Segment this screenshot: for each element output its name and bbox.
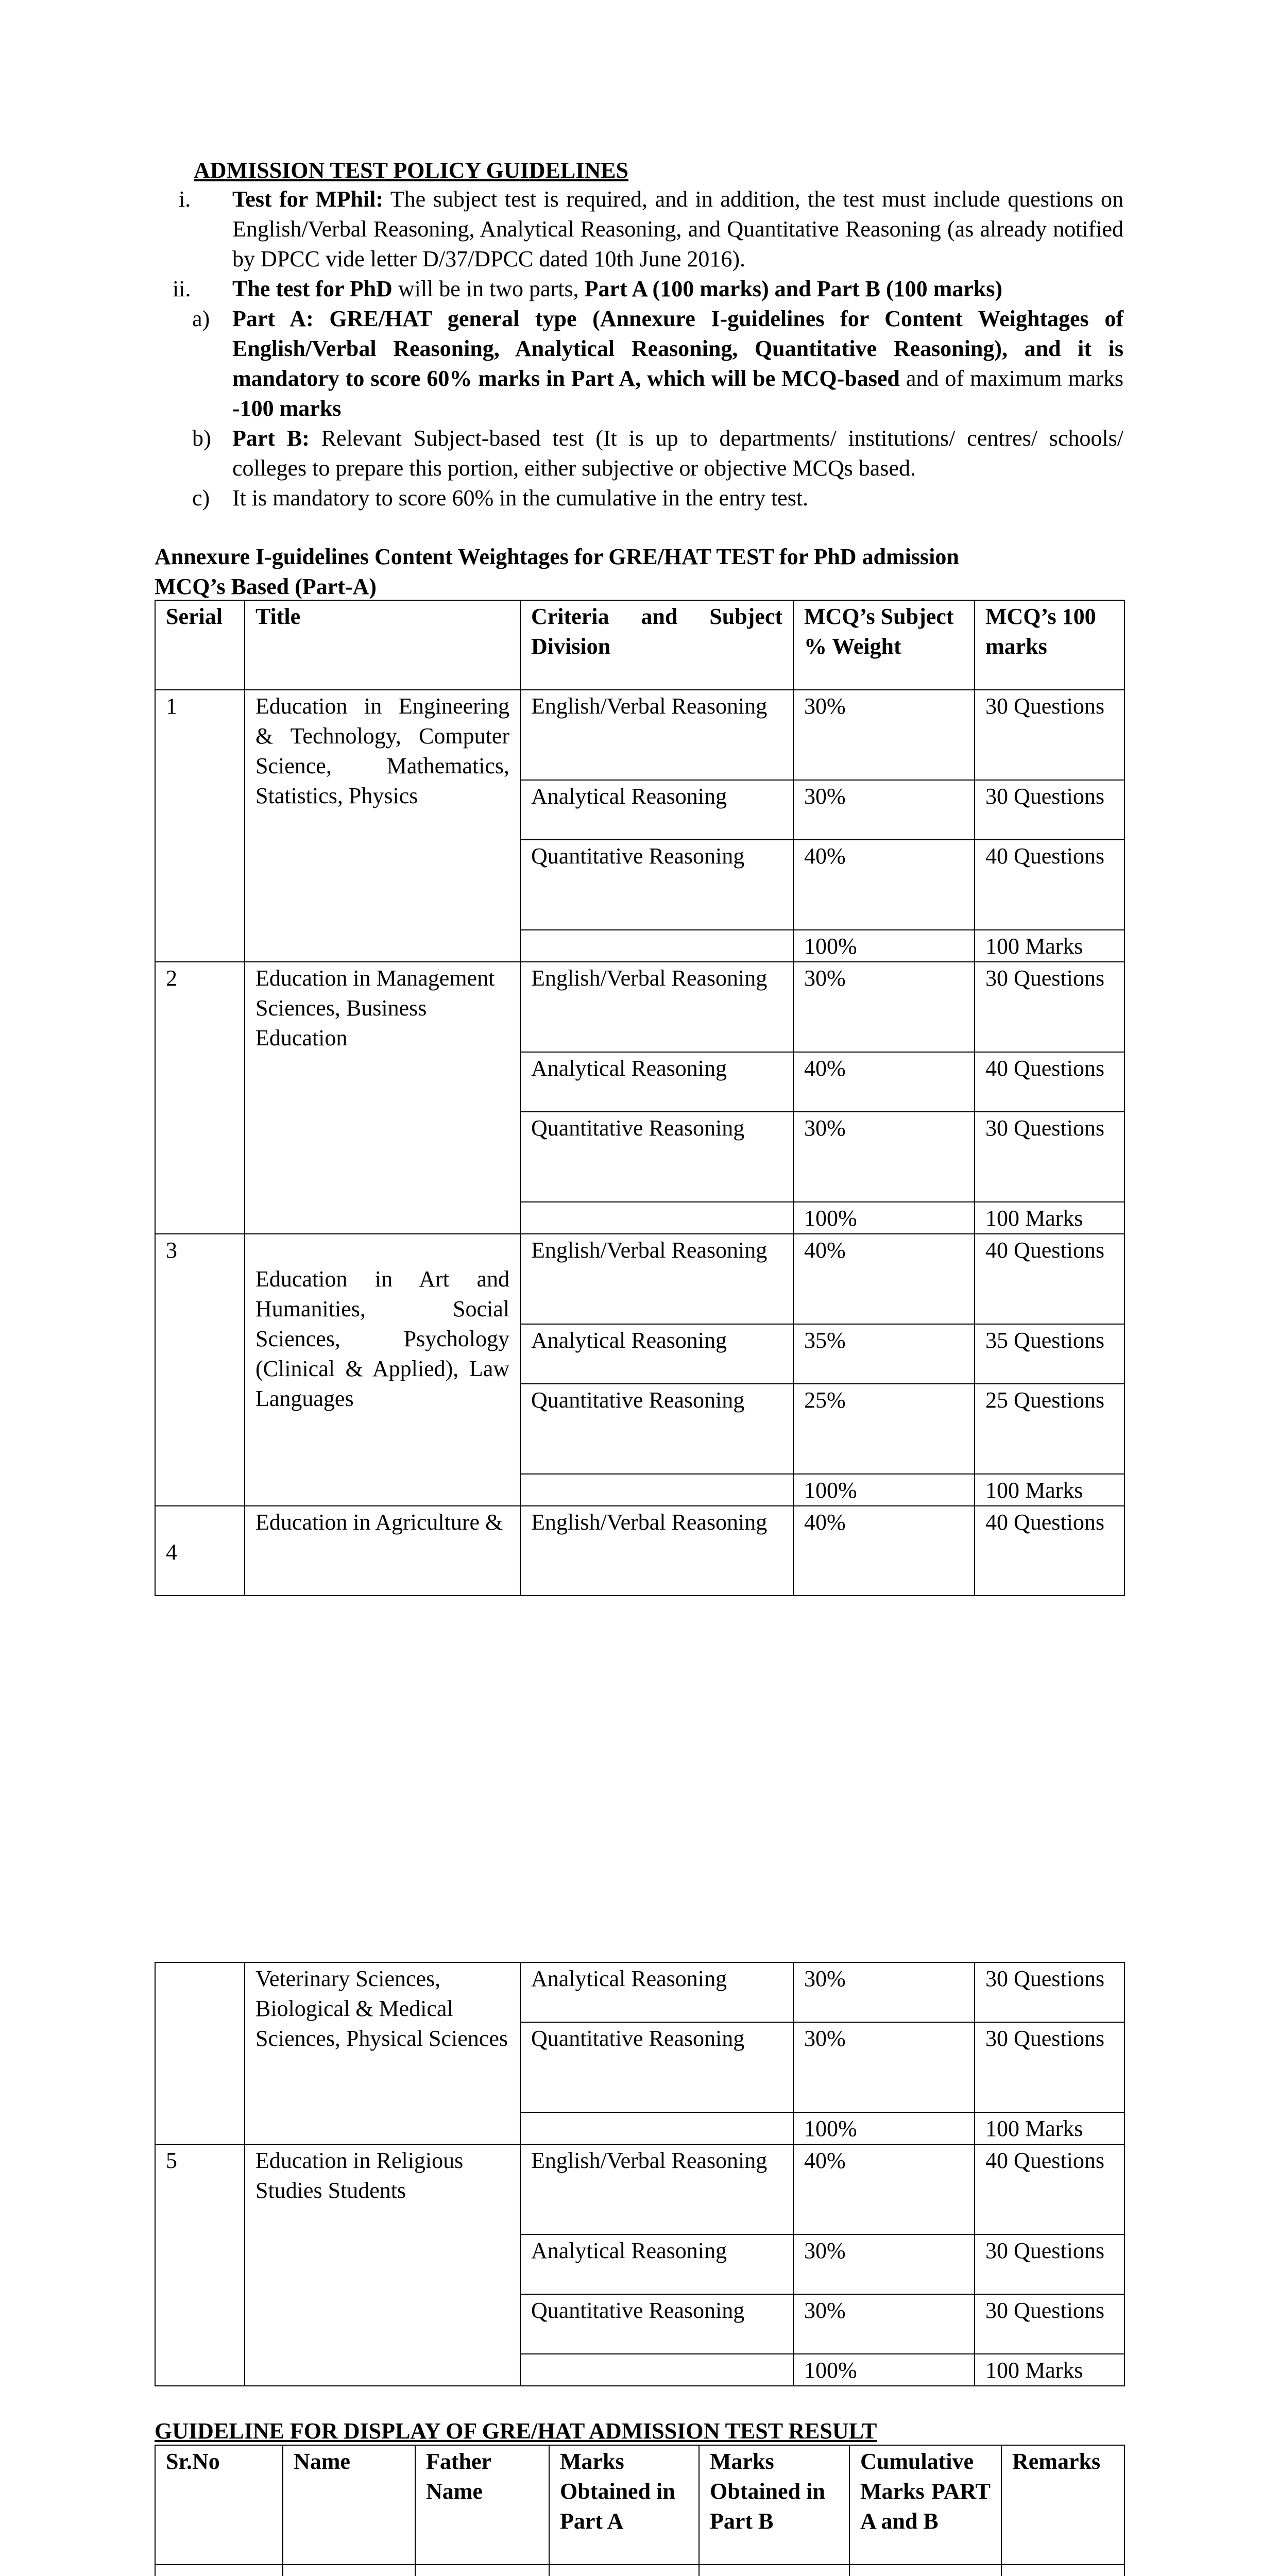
item-a-number: a) <box>192 306 210 331</box>
criteria-cell: English/Verbal Reasoning <box>520 690 793 780</box>
item-a-body: and of maximum marks <box>899 366 1123 391</box>
weight-cell: 30% <box>793 690 975 780</box>
weight-cell: 30% <box>793 962 975 1052</box>
weightage-table-part2 <box>155 1962 1125 2386</box>
item-ii-number: ii. <box>173 276 191 301</box>
questions-cell: 40 Questions <box>975 1234 1124 1324</box>
criteria-cell: English/Verbal Reasoning <box>520 1506 793 1596</box>
criteria-cell <box>520 1474 793 1506</box>
criteria-cell: Analytical Reasoning <box>520 1962 793 2022</box>
empty-cell <box>699 2565 849 2576</box>
empty-cell <box>415 2565 549 2576</box>
weight-cell: 40% <box>793 1052 975 1112</box>
table-row <box>155 2144 1124 2234</box>
item-b-body: Relevant Subject-based test (It is up to departments/ institutions/ centres/ schools/ colleges to prepare this portion, either subjective or objective MCQs based. <box>232 426 1123 481</box>
header-serial: Serial <box>155 600 245 690</box>
criteria-cell: English/Verbal Reasoning <box>520 2144 793 2234</box>
weight-cell: 40% <box>793 1234 975 1324</box>
questions-cell: 40 Questions <box>975 2144 1124 2234</box>
weight-cell: 30% <box>793 1962 975 2022</box>
header-weight: MCQ’s Subject % Weight <box>793 600 975 690</box>
total-marks-cell: 100 Marks <box>975 2354 1124 2386</box>
questions-cell: 25 Questions <box>975 1384 1124 1474</box>
item-b-label: Part B: <box>232 426 310 451</box>
questions-cell: 30 Questions <box>975 1112 1124 1202</box>
item-b-number: b) <box>192 426 211 451</box>
item-ii-parts: Part A (100 marks) and Part B (100 marks) <box>584 276 1003 301</box>
empty-cell <box>283 2565 415 2576</box>
item-i-body: The subject test is required, and in addition, the test must include questions on English/Verbal Reasoning, Analytical Reasoning, and Quantitative Reasoning (as already notified by DPCC vide letter D/37/DPCC dated 10th June 2016). <box>232 187 1123 272</box>
serial-cell: 4 <box>155 1506 245 1596</box>
header-father-name: Father Name <box>415 2445 549 2565</box>
weight-cell: 30% <box>793 2294 975 2354</box>
header-cumulative-marks: Cumulative Marks PART A and B <box>849 2445 1001 2565</box>
questions-cell: 40 Questions <box>975 840 1124 930</box>
questions-cell: 30 Questions <box>975 2234 1124 2294</box>
title-cell: Education in Art and Humanities, Social Sciences, Psychology (Clinical & Applied), Law Languages <box>245 1234 520 1506</box>
item-ii-text <box>232 274 1123 304</box>
result-table <box>155 2445 1125 2576</box>
weight-cell: 30% <box>793 780 975 840</box>
item-a-text <box>232 304 1123 423</box>
table-row <box>155 690 1124 780</box>
criteria-cell <box>520 930 793 962</box>
weight-cell: 40% <box>793 840 975 930</box>
criteria-cell <box>520 2354 793 2386</box>
item-c-number: c) <box>192 485 210 511</box>
header-marks-part-b: Marks Obtained in Part B <box>699 2445 849 2565</box>
total-marks-cell: 100 Marks <box>975 2112 1124 2144</box>
serial-cell: 5 <box>155 2144 245 2386</box>
item-i-text <box>232 184 1123 274</box>
questions-cell: 30 Questions <box>975 962 1124 1052</box>
criteria-cell: Analytical Reasoning <box>520 1324 793 1384</box>
header-marks: MCQ’s 100 marks <box>975 600 1124 690</box>
questions-cell: 30 Questions <box>975 2294 1124 2354</box>
criteria-cell: Quantitative Reasoning <box>520 2022 793 2112</box>
table-row <box>155 2565 1124 2576</box>
empty-cell <box>155 2565 283 2576</box>
title-cell: Education in Agriculture & <box>245 1506 520 1596</box>
serial-cell: 1 <box>155 690 245 962</box>
header-name: Name <box>283 2445 415 2565</box>
criteria-cell: Analytical Reasoning <box>520 2234 793 2294</box>
item-i-number: i. <box>179 187 191 212</box>
criteria-cell: Analytical Reasoning <box>520 1052 793 1112</box>
criteria-cell: English/Verbal Reasoning <box>520 962 793 1052</box>
criteria-cell <box>520 1202 793 1234</box>
criteria-cell: Quantitative Reasoning <box>520 1384 793 1474</box>
item-ii-label: The test for PhD <box>232 276 393 301</box>
weight-cell: 30% <box>793 1112 975 1202</box>
header-remarks: Remarks <box>1001 2445 1124 2565</box>
annexure-subtitle: MCQ’s Based (Part-A) <box>155 574 377 599</box>
weightage-table-part1 <box>155 600 1125 1596</box>
item-a-label: Part A: GRE/HAT general type (Annexure I-guidelines for Content Weightages of English/Verbal Reasoning, Analytical Reasoning, Quantitative Reasoning), and it is mandatory to score 60% marks in Part A, which will be MCQ-based <box>232 306 1123 391</box>
result-guideline-heading: GUIDELINE FOR DISPLAY OF GRE/HAT ADMISSION TEST RESULT <box>155 2418 877 2444</box>
title-cell: Education in Engineering & Technology, Computer Science, Mathematics, Statistics, Physics <box>245 690 520 962</box>
weight-cell: 25% <box>793 1384 975 1474</box>
criteria-cell <box>520 2112 793 2144</box>
questions-cell: 35 Questions <box>975 1324 1124 1384</box>
criteria-cell: Quantitative Reasoning <box>520 2294 793 2354</box>
total-marks-cell: 100 Marks <box>975 1474 1124 1506</box>
table-row <box>155 962 1124 1052</box>
weight-cell: 30% <box>793 2234 975 2294</box>
item-ii-body: will be in two parts, <box>392 276 585 301</box>
title-cell: Education in Religious Studies Students <box>245 2144 520 2386</box>
header-marks-part-a: Marks Obtained in Part A <box>549 2445 699 2565</box>
total-weight-cell: 100% <box>793 2112 975 2144</box>
questions-cell: 30 Questions <box>975 690 1124 780</box>
questions-cell: 30 Questions <box>975 2022 1124 2112</box>
table-row <box>155 1962 1124 2022</box>
weight-cell: 40% <box>793 1506 975 1596</box>
questions-cell: 30 Questions <box>975 780 1124 840</box>
annexure-title: Annexure I-guidelines Content Weightages for GRE/HAT TEST for PhD admission <box>155 544 959 569</box>
criteria-cell: Analytical Reasoning <box>520 780 793 840</box>
criteria-cell: English/Verbal Reasoning <box>520 1234 793 1324</box>
item-a-marks: -100 marks <box>232 396 342 421</box>
weight-cell: 30% <box>793 2022 975 2112</box>
header-sr-no: Sr.No <box>155 2445 283 2565</box>
empty-cell <box>849 2565 1001 2576</box>
empty-cell <box>549 2565 699 2576</box>
empty-cell <box>1001 2565 1124 2576</box>
serial-cell <box>155 1962 245 2144</box>
table-row <box>155 1506 1124 1596</box>
questions-cell: 40 Questions <box>975 1052 1124 1112</box>
questions-cell: 40 Questions <box>975 1506 1124 1596</box>
criteria-cell: Quantitative Reasoning <box>520 840 793 930</box>
item-b-text <box>232 423 1123 483</box>
weight-cell: 35% <box>793 1324 975 1384</box>
item-c-text: It is mandatory to score 60% in the cumulative in the entry test. <box>232 485 809 511</box>
total-weight-cell: 100% <box>793 2354 975 2386</box>
total-marks-cell: 100 Marks <box>975 1202 1124 1234</box>
table-row <box>155 1234 1124 1324</box>
criteria-cell: Quantitative Reasoning <box>520 1112 793 1202</box>
title-cell: Education in Management Sciences, Business Education <box>245 962 520 1234</box>
serial-cell: 2 <box>155 962 245 1234</box>
total-weight-cell: 100% <box>793 1202 975 1234</box>
header-title: Title <box>245 600 520 690</box>
title-cell: Veterinary Sciences, Biological & Medical Sciences, Physical Sciences <box>245 1962 520 2144</box>
header-criteria: Criteria and Subject Division <box>520 600 793 690</box>
questions-cell: 30 Questions <box>975 1962 1124 2022</box>
item-i-label: Test for MPhil: <box>232 187 384 212</box>
policy-heading: ADMISSION TEST POLICY GUIDELINES <box>194 158 628 183</box>
total-weight-cell: 100% <box>793 930 975 962</box>
weight-cell: 40% <box>793 2144 975 2234</box>
serial-cell: 3 <box>155 1234 245 1506</box>
total-marks-cell: 100 Marks <box>975 930 1124 962</box>
total-weight-cell: 100% <box>793 1474 975 1506</box>
